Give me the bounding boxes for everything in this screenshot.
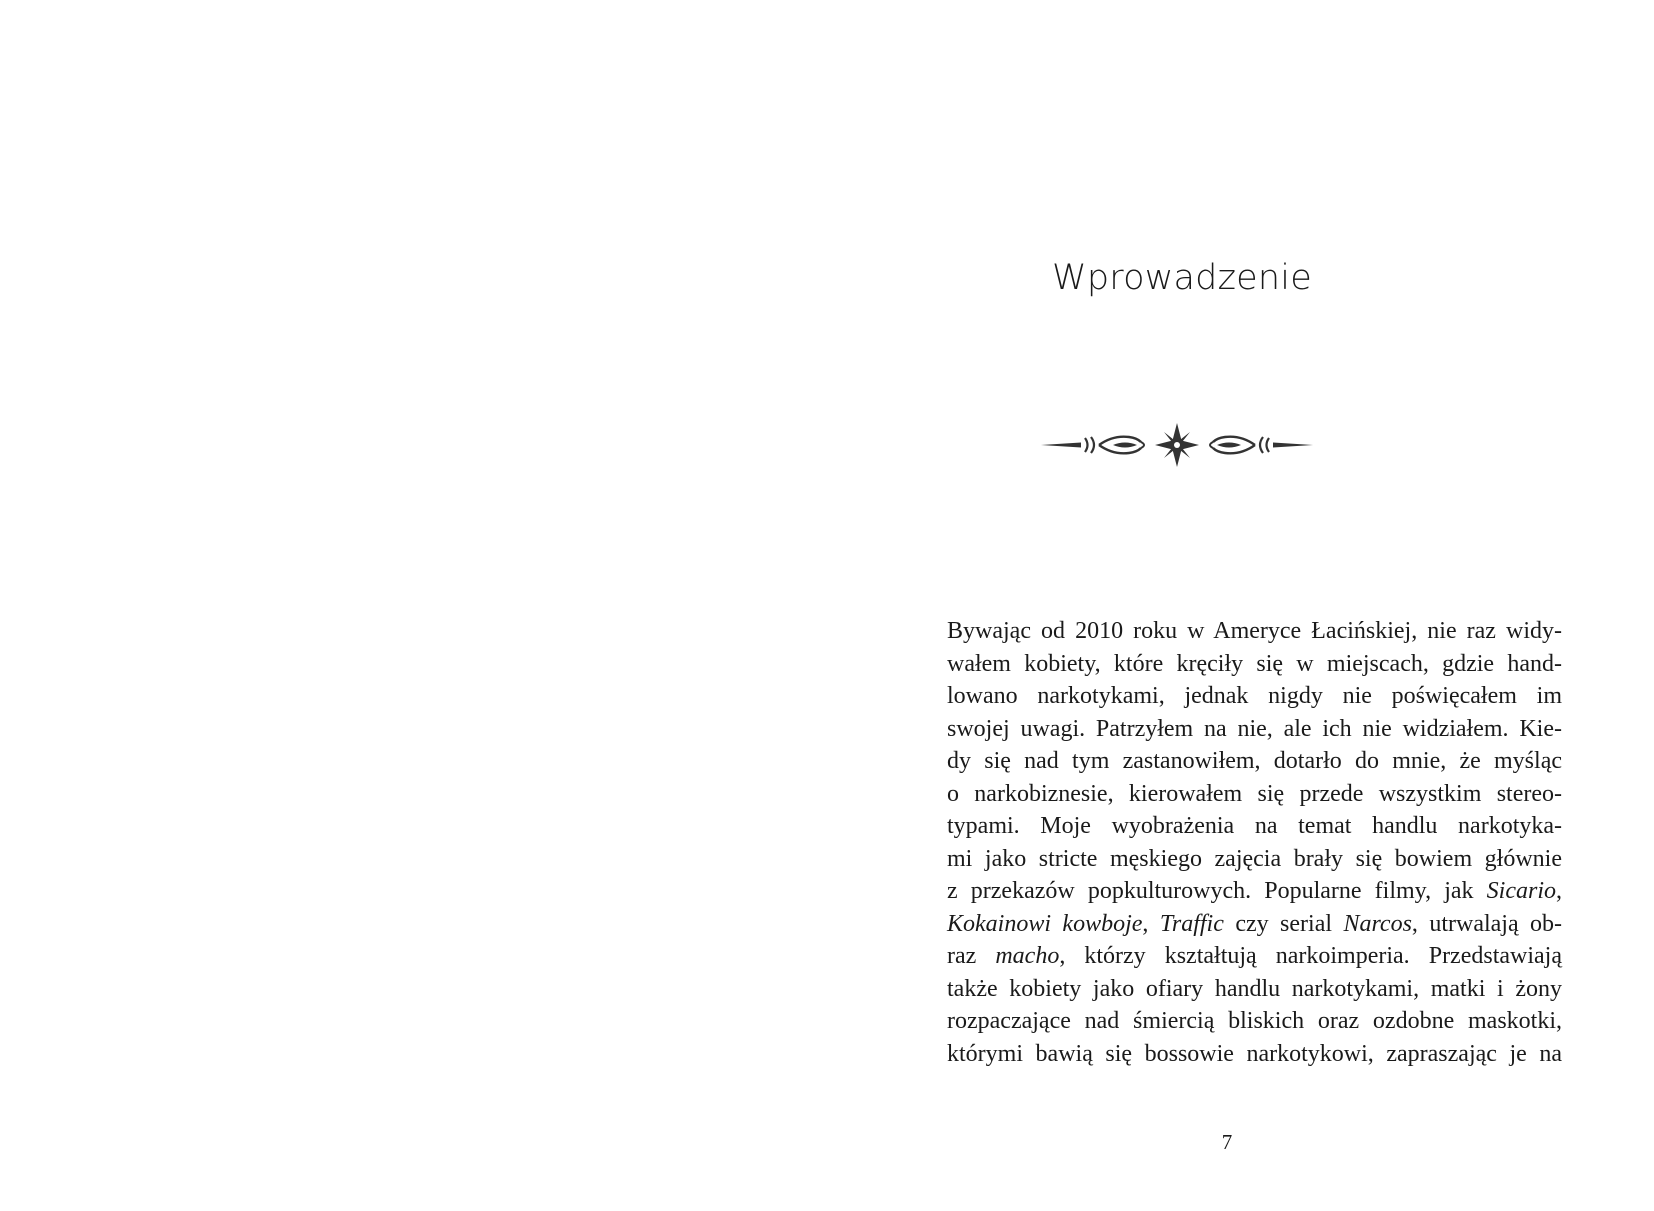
text-segment: raz <box>947 943 996 969</box>
text-line <box>947 875 1562 908</box>
text-segment: mi jako stricte męskiego zajęcia brały się bowiem głównie <box>947 845 1562 872</box>
text-line <box>947 1005 1562 1038</box>
text-line <box>947 973 1562 1006</box>
italic-title: Kokainowi kowboje <box>947 910 1143 937</box>
text-line <box>947 615 1562 648</box>
text-segment: lowano narkotykami, jednak nigdy nie poświęcałem im <box>947 683 1562 709</box>
text-segment: , utrwalają ob- <box>1411 910 1563 937</box>
italic-title: Sicario <box>1486 878 1556 904</box>
text-line <box>947 648 1562 681</box>
text-line <box>947 1038 1562 1071</box>
text-line <box>947 680 1562 713</box>
text-segment: czy serial <box>1223 910 1344 937</box>
text-segment: także kobiety jako ofiary handlu narkotykami, matki i żony <box>947 975 1562 1002</box>
text-segment: dy się nad tym zastanowiłem, dotarło do mnie, że myśląc <box>947 748 1562 774</box>
chapter-title: Wprowadzenie <box>1052 258 1312 298</box>
text-segment: , <box>1142 910 1160 937</box>
text-line <box>947 908 1562 941</box>
text-segment: Bywając od 2010 roku w Ameryce Łacińskiej, nie raz widy- <box>947 618 1562 644</box>
text-line <box>947 745 1562 778</box>
text-segment: , którzy kształtują narkoimperia. Przedstawiają <box>1059 943 1562 969</box>
text-segment: rozpaczające nad śmiercią bliskich oraz ozdobne maskotki, <box>947 1008 1562 1034</box>
text-segment: z przekazów popkulturowych. Popularne filmy, jak <box>947 878 1487 904</box>
text-segment: swojej uwagi. Patrzyłem na nie, ale ich nie widziałem. Kie- <box>947 715 1562 742</box>
text-line <box>947 843 1562 876</box>
star-flourish-ornament-icon <box>1037 422 1317 468</box>
italic-title: Narcos <box>1343 910 1412 937</box>
right-page <box>827 0 1654 1211</box>
text-segment: , <box>1556 878 1562 904</box>
page-number: 7 <box>1221 1130 1233 1154</box>
text-line <box>947 810 1562 843</box>
italic-title: macho <box>995 943 1060 969</box>
text-segment: typami. Moje wyobrażenia na temat handlu narkotyka- <box>947 813 1562 839</box>
text-line <box>947 940 1562 973</box>
text-line <box>947 778 1562 811</box>
text-line <box>947 713 1562 746</box>
italic-title: Traffic <box>1159 910 1224 937</box>
text-segment: którymi bawią się bossowie narkotykowi, zapraszając je na <box>947 1040 1562 1067</box>
body-paragraph <box>947 615 1562 1070</box>
text-segment: o narkobiznesie, kierowałem się przede wszystkim stereo- <box>947 780 1562 807</box>
text-segment: wałem kobiety, które kręciły się w miejscach, gdzie hand- <box>947 650 1562 677</box>
